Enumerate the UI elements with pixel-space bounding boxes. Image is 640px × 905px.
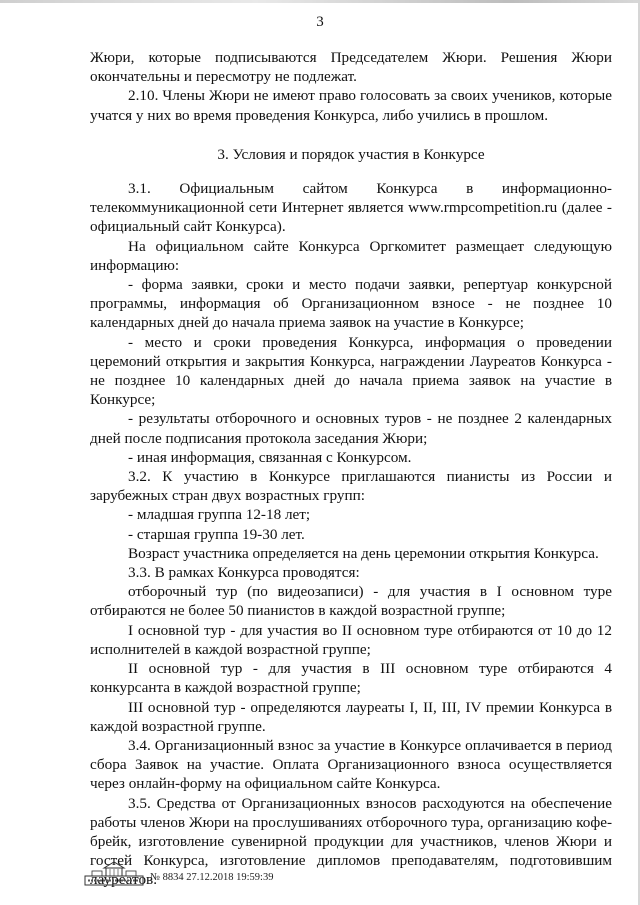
registration-footer bbox=[84, 858, 344, 886]
list-item-junior-group: - младшая группа 12-18 лет; bbox=[128, 506, 311, 524]
section-title: 3. Условия и порядок участия в Конкурсе bbox=[217, 145, 485, 163]
list-item-results: - результаты отборочного и основных туров - не позднее 2 календарных дней после подписания протокола заседания Жюри; bbox=[90, 410, 612, 447]
paragraph-jury-decisions: Жюри, которые подписываются Председателем Жюри. Решения Жюри окончательны и пересмотру не подлежат. bbox=[90, 49, 612, 86]
paragraph-round-1: I основной тур - для участия во II основном туре отбираются от 10 до 12 исполнителей в каждой возрастной группе; bbox=[90, 621, 612, 658]
document-body bbox=[90, 48, 612, 890]
paragraph-qualifying-round: отборочный тур (по видеозаписи) - для участия в I основном туре отбираются не более 50 пианистов в каждой возрастной группе; bbox=[90, 583, 612, 620]
scan-edge-top bbox=[0, 0, 640, 3]
paragraph-round-2: II основной тур - для участия в III основном туре отбираются 4 конкурсанта в каждой возрастной группе; bbox=[90, 660, 612, 697]
page-number: 3 bbox=[316, 14, 324, 30]
paragraph-age-rule: Возраст участника определяется на день церемонии открытия Конкурса. bbox=[128, 544, 599, 562]
paragraph-round-3: III основной тур - определяются лауреаты I, II, III, IV премии Конкурса в каждой возрастной группе. bbox=[90, 698, 612, 735]
paragraph-3-2: 3.2. К участию в Конкурсе приглашаются пианисты из России и зарубежных стран двух возрастных групп: bbox=[90, 468, 612, 505]
list-item-senior-group: - старшая группа 19-30 лет. bbox=[128, 525, 305, 543]
paragraph-3-4: 3.4. Организационный взнос за участие в Конкурсе оплачивается в период сбора Заявок на участие. Оплата Организационного взноса осуществляется через онлайн-форму на официальном сайте Конкурса. bbox=[90, 736, 612, 793]
paragraph-3-3: 3.3. В рамках Конкурса проводятся: bbox=[128, 564, 360, 582]
list-item-other-info: - иная информация, связанная с Конкурсом. bbox=[128, 448, 412, 466]
paragraph-3-1: 3.1. Официальным сайтом Конкурса в информационно-телекоммуникационной сети Интернет является www.rmpcompetition.ru (далее - официальный сайт Конкурса). bbox=[90, 180, 612, 236]
paragraph-site-info-intro: На официальном сайте Конкурса Оргкомитет размещает следующую информацию: bbox=[90, 237, 612, 274]
ministry-building-stamp-icon bbox=[84, 860, 144, 886]
paragraph-3-5: 3.5. Средства от Организационных взносов расходуются на обеспечение работы членов Жюри на прослушиваниях отборочного тура, организацию кофе-брейк, изготовление сувенирной продукции для участников, членов Жюри и гостей Конкурса, изготовление дипломов преподавателям, подготовившим лауреатов. bbox=[90, 794, 612, 889]
list-item-application-form: - форма заявки, сроки и место подачи заявки, репертуар конкурсной программы, информация об Организационном взносе - не позднее 10 календарных дней до начала приема заявок на участие в Конкурсе; bbox=[90, 276, 612, 332]
registration-number: № 8834 27.12.2018 19:59:39 bbox=[150, 872, 274, 883]
paragraph-2-10: 2.10. Члены Жюри не имеют право голосовать за своих учеников, которые учатся у них во время проведения Конкурса, либо учились в прошлом. bbox=[90, 87, 612, 124]
list-item-venue-dates: - место и сроки проведения Конкурса, информация о проведении церемоний открытия и закрытия Конкурса, награждении Лауреатов Конкурса - не позднее 10 календарных дней до начала приема заявок на участие в Конкурсе; bbox=[90, 333, 612, 409]
